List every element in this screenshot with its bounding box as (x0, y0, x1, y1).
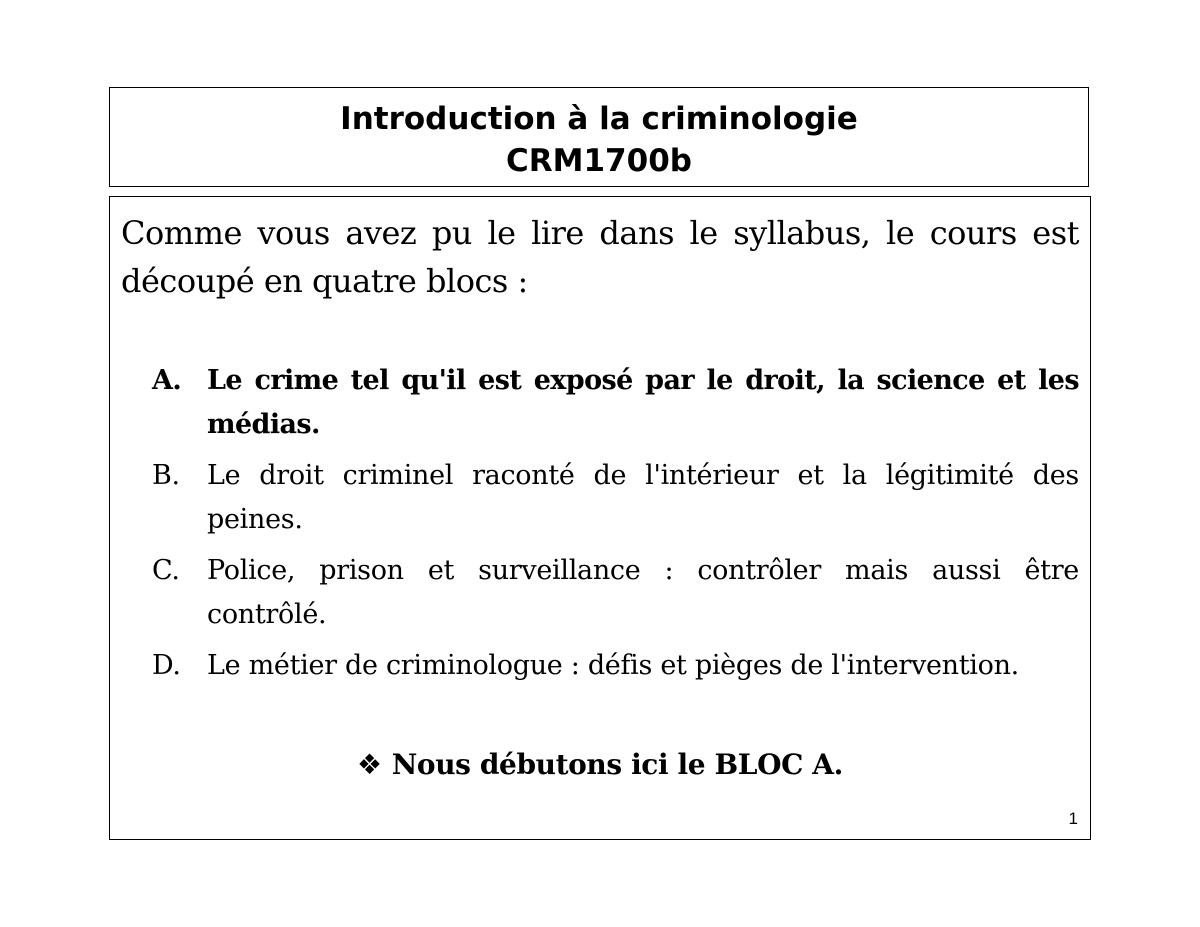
list-item-letter: B. (152, 460, 180, 491)
list-item-letter: D. (152, 650, 181, 681)
list-item-text: Le métier de criminologue : défis et pièges de l'intervention. (207, 650, 1019, 681)
conclusion-text: Nous débutons ici le BLOC A. (391, 748, 843, 781)
page-number: 1 (1068, 809, 1078, 828)
list-item-block-c (152, 549, 1079, 637)
diamond-bullet-icon: ❖ (357, 748, 382, 781)
conclusion-line (110, 745, 1090, 785)
slide-title: Introduction à la criminologie (340, 101, 858, 137)
slide-content (109, 196, 1091, 840)
list-item-block-d (152, 644, 1079, 688)
list-item-letter: A. (152, 365, 182, 396)
block-list (152, 359, 1079, 695)
list-item-text: Le droit criminel raconté de l'intérieur et la légitimité des peines. (207, 460, 1079, 535)
list-item-letter: C. (152, 555, 180, 586)
intro-paragraph: Comme vous avez pu le lire dans le syllabus, le cours est découpé en quatre blocs : (121, 214, 1079, 300)
slide-header (109, 87, 1089, 187)
list-item-block-a (152, 359, 1079, 447)
list-item-block-b (152, 454, 1079, 542)
list-item-text: Le crime tel qu'il est exposé par le droit, la science et les médias. (207, 365, 1079, 440)
course-code: CRM1700b (506, 143, 692, 179)
list-item-text: Police, prison et surveillance : contrôler mais aussi être contrôlé. (207, 555, 1079, 630)
